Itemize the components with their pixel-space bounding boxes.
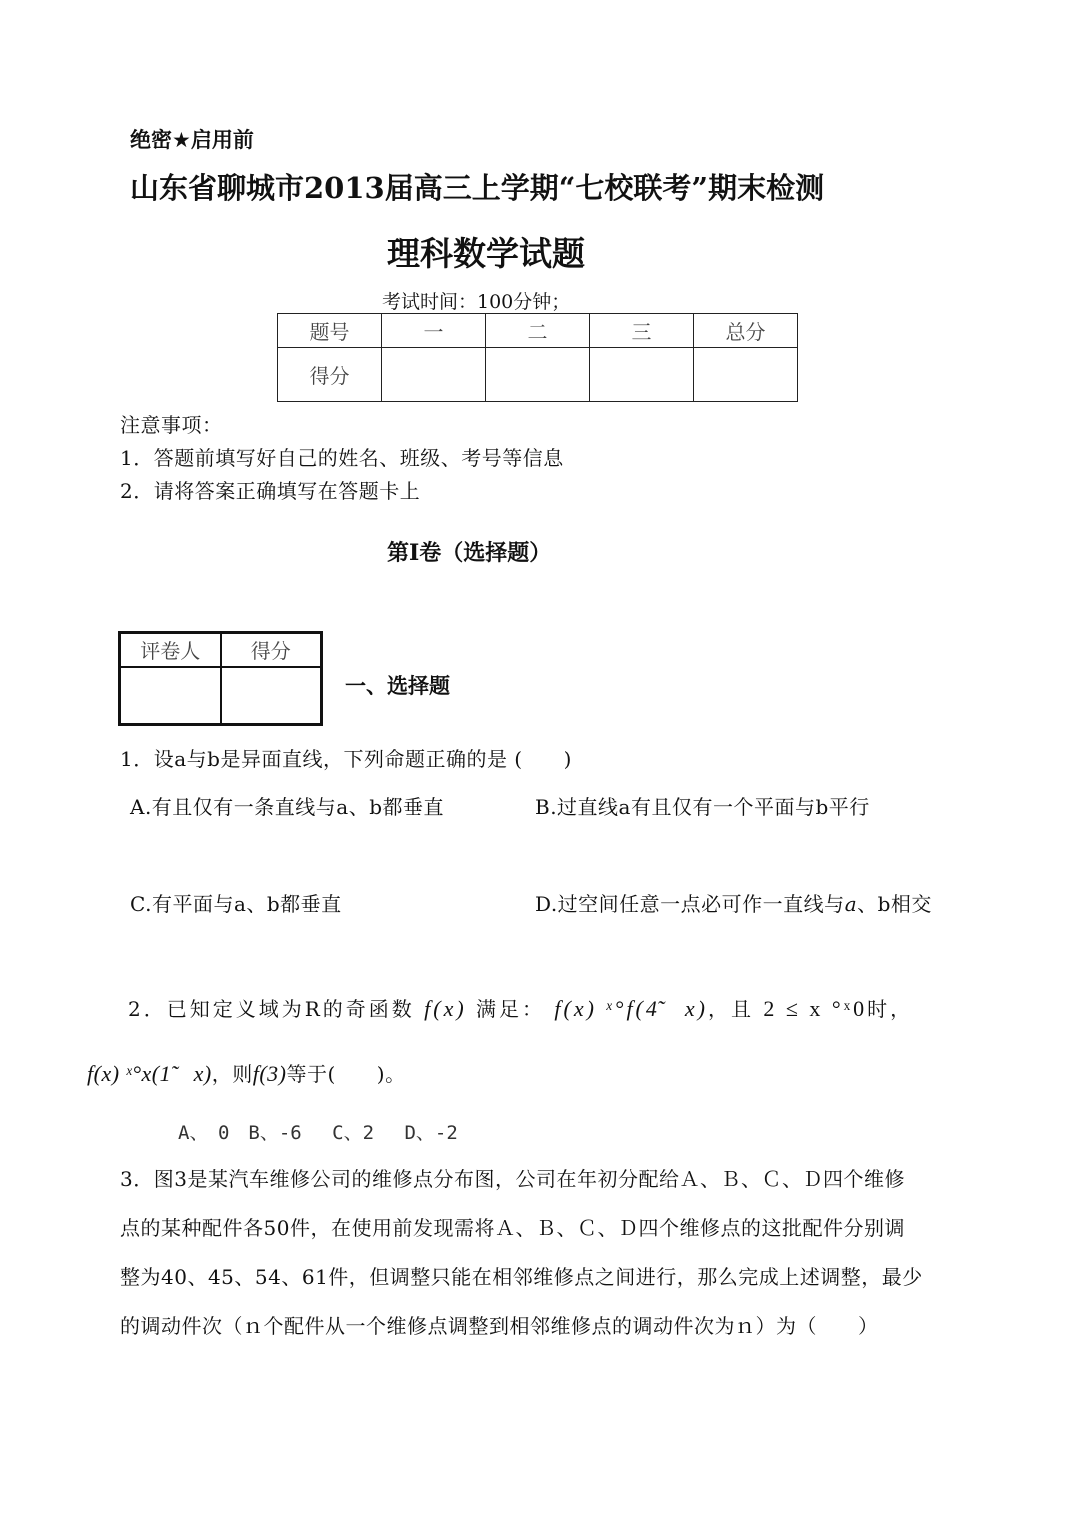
q2-text: 2．已知定义域为R的奇函数 — [128, 997, 415, 1021]
notice-title: 注意事项： — [120, 413, 223, 437]
question-1-stem: 1．设a与b是异面直线，下列命题正确的是 ( ) — [120, 747, 572, 771]
option-d-variable: a — [844, 892, 858, 916]
grader-cell[interactable] — [120, 667, 221, 725]
part-title: 第Ⅰ卷（选择题） — [387, 540, 552, 566]
page-title: 山东省聊城市2013届高三上学期“七校联考”期末检测 — [130, 171, 825, 205]
q2-formula: f(x) — [424, 996, 467, 1021]
q2-text: 等于( )。 — [286, 1062, 406, 1086]
score-cell[interactable] — [382, 348, 486, 402]
question-2-line-1 — [128, 992, 913, 1023]
q2-formula: f(3) — [252, 1061, 287, 1086]
question-1-option-d — [535, 888, 932, 917]
option-d-text: D.过空间任意一点必可作一直线与 — [535, 892, 845, 916]
score-cell[interactable] — [486, 348, 590, 402]
score-table — [277, 313, 798, 402]
question-2-line-2 — [87, 1057, 406, 1088]
grader-table-header: 得分 — [221, 633, 322, 667]
exam-time: 考试时间：100分钟； — [382, 291, 571, 313]
q2-formula: f(x) ˣ°x(1̃ x) — [87, 1061, 212, 1086]
score-table-header: 三 — [590, 314, 694, 348]
q2-formula: 2 ≤ x °ˣ0 — [763, 996, 868, 1021]
score-row-label: 得分 — [278, 348, 382, 402]
q2-text: 时， — [867, 997, 914, 1021]
score-table-header: 题号 — [278, 314, 382, 348]
question-2-options: A、 0 B、-6 C、2 D、-2 — [178, 1122, 458, 1144]
score-table-header: 一 — [382, 314, 486, 348]
page-subtitle: 理科数学试题 — [387, 234, 585, 273]
score-cell[interactable] — [590, 348, 694, 402]
q2-text: ，则 — [211, 1062, 253, 1086]
question-3-line: 点的某种配件各50件，在使用前发现需将Ａ、Ｂ、Ｃ、Ｄ四个维修点的这批配件分别调 — [120, 1216, 905, 1240]
grader-cell[interactable] — [221, 667, 322, 725]
question-3-line: 的调动件次（ｎ个配件从一个维修点调整到相邻维修点的调动件次为ｎ）为（ ） — [120, 1314, 879, 1338]
question-1-option-c: C.有平面与a、b都垂直 — [130, 892, 342, 916]
score-cell[interactable] — [694, 348, 798, 402]
grader-table — [118, 631, 323, 726]
score-table-header: 二 — [486, 314, 590, 348]
question-1-option-b: B.过直线a有且仅有一个平面与b平行 — [535, 795, 870, 819]
q2-formula: f(x) ˣ°f(4̃ x) — [554, 996, 708, 1021]
question-1-option-a: A.有且仅有一条直线与a、b都垂直 — [130, 795, 445, 819]
section-title: 一、选择题 — [345, 673, 450, 698]
secret-mark: 绝密★启用前 — [130, 128, 254, 152]
option-d-text: 、b相交 — [857, 892, 932, 916]
notice-item: 2．请将答案正确填写在答题卡上 — [120, 479, 421, 503]
notice-item: 1．答题前填写好自己的姓名、班级、考号等信息 — [120, 446, 564, 470]
q2-text: 满足： — [476, 997, 546, 1021]
question-3-line: 整为40、45、54、61件，但调整只能在相邻维修点之间进行，那么完成上述调整，最少 — [120, 1265, 923, 1289]
q2-text: ，且 — [707, 997, 754, 1021]
grader-table-header: 评卷人 — [120, 633, 221, 667]
question-3-line: 3．图3是某汽车维修公司的维修点分布图，公司在年初分配给Ａ、Ｂ、Ｃ、Ｄ四个维修 — [120, 1167, 905, 1191]
score-table-header: 总分 — [694, 314, 798, 348]
